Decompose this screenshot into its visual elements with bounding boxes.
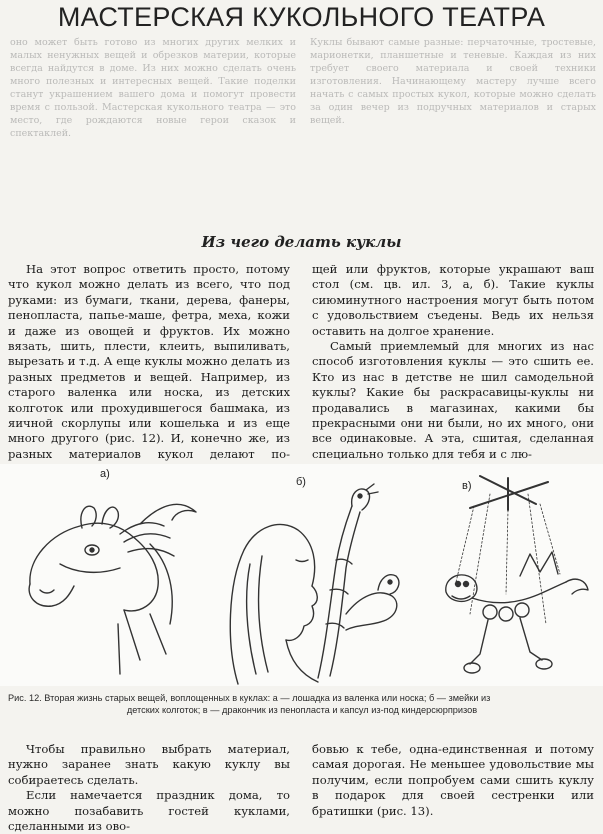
figure-12 bbox=[0, 464, 603, 686]
text-column-right bbox=[312, 262, 594, 462]
caption-line-1: Рис. 12. Вторая жизнь старых вещей, воплощенных в куклах: а — лошадка из валенка или носка; б — змейки из bbox=[8, 693, 491, 703]
figure-label-b: б) bbox=[296, 476, 306, 488]
text-column-bottom-right bbox=[312, 742, 594, 819]
bleed-through-text-left: оно может быть готово из многих других мелких и малых ненужных вещей и обрезков материи, которые всегда найдутся в доме. Из них можно сделать очень много полезных и интересных вещей. Такие поделки станут украшением вашего дома и помогут провести время с пользой. Мастерская кукольного театра — это место, где рождаются новые герои сказок и спектаклей. bbox=[10, 37, 296, 139]
bleed-through-text-right: Куклы бывают самые разные: перчаточные, тростевые, марионетки, планшетные и теневые. Каждая из них требует своего материала и своей техники изготовления. Начинающему мастеру лучше всего начать с самых простых кукол, которые можно сделать за один вечер из подручных материалов и старых вещей. bbox=[310, 37, 596, 126]
caption-line-2: детских колготок; в — дракончик из пенопласта и капсул из-под киндерсюрпризов bbox=[126, 705, 478, 715]
girl-snakes-drawing bbox=[230, 484, 399, 684]
paragraph: Если намечается праздник дома, то можно позабавить гостей куклами, сделанными из ово- bbox=[8, 788, 290, 834]
paragraph: бовью к тебе, одна-единственная и потому самая дорогая. Не меньшее удовольствие мы получим, если попробуем сами сшить куклу в подарок для своей сестренки или братишки (рис. 13). bbox=[312, 742, 594, 818]
section-heading: Из чего делать куклы bbox=[201, 233, 402, 251]
horse-puppet-drawing bbox=[29, 504, 196, 674]
text-column-bottom-left bbox=[8, 742, 290, 834]
page-title: МАСТЕРСКАЯ КУКОЛЬНОГО ТЕАТРА bbox=[57, 2, 546, 32]
text-column-left bbox=[8, 262, 290, 478]
puppets-illustration bbox=[0, 464, 603, 686]
figure-label-c: в) bbox=[462, 480, 472, 492]
paragraph: На этот вопрос ответить просто, потому что кукол можно делать из всего, что под руками: из бумаги, ткани, дерева, фанеры, пенопласта, папье-маше, фетра, меха, кожи и даже из овощей и фруктов. Их можно вязать, шить, плести, клеить, выпиливать, вырезать и т.д. А еще куклы можно делать из разных предметов и вещей. Например, из старого валенка или носка, из детских колготок или прохудившегося башмака, из яичной скорлупы или кошелька и из еще много другого (рис. 12). И, конечно же, из разных материалов кукол делают по- bbox=[8, 262, 290, 461]
figure-label-a: а) bbox=[100, 468, 110, 480]
figure-caption bbox=[8, 692, 596, 716]
paragraph: щей или фруктов, которые украшают ваш стол (см. цв. ил. 3, а, б). Такие куклы сиюминутного настроения могут быть потом с удовольствием съедены. Ведь их нельзя оставить на долгое хранение. bbox=[312, 262, 594, 338]
dragon-marionette-drawing bbox=[446, 476, 588, 673]
paragraph: Чтобы правильно выбрать материал, нужно заранее знать какую куклу вы собираетесь сделать. bbox=[8, 742, 290, 787]
paragraph: Самый приемлемый для многих из нас способ изготовления куклы — это сшить ее. Кто из нас в детстве не шил самодельной куклы? Какие бы раскрасавицы-куклы ни продавались в магазинах, какими бы прекрасными они ни были, но их много, они все одинаковые. А эта, сшитая, сделанная специально только для тебя и с лю- bbox=[312, 339, 594, 461]
